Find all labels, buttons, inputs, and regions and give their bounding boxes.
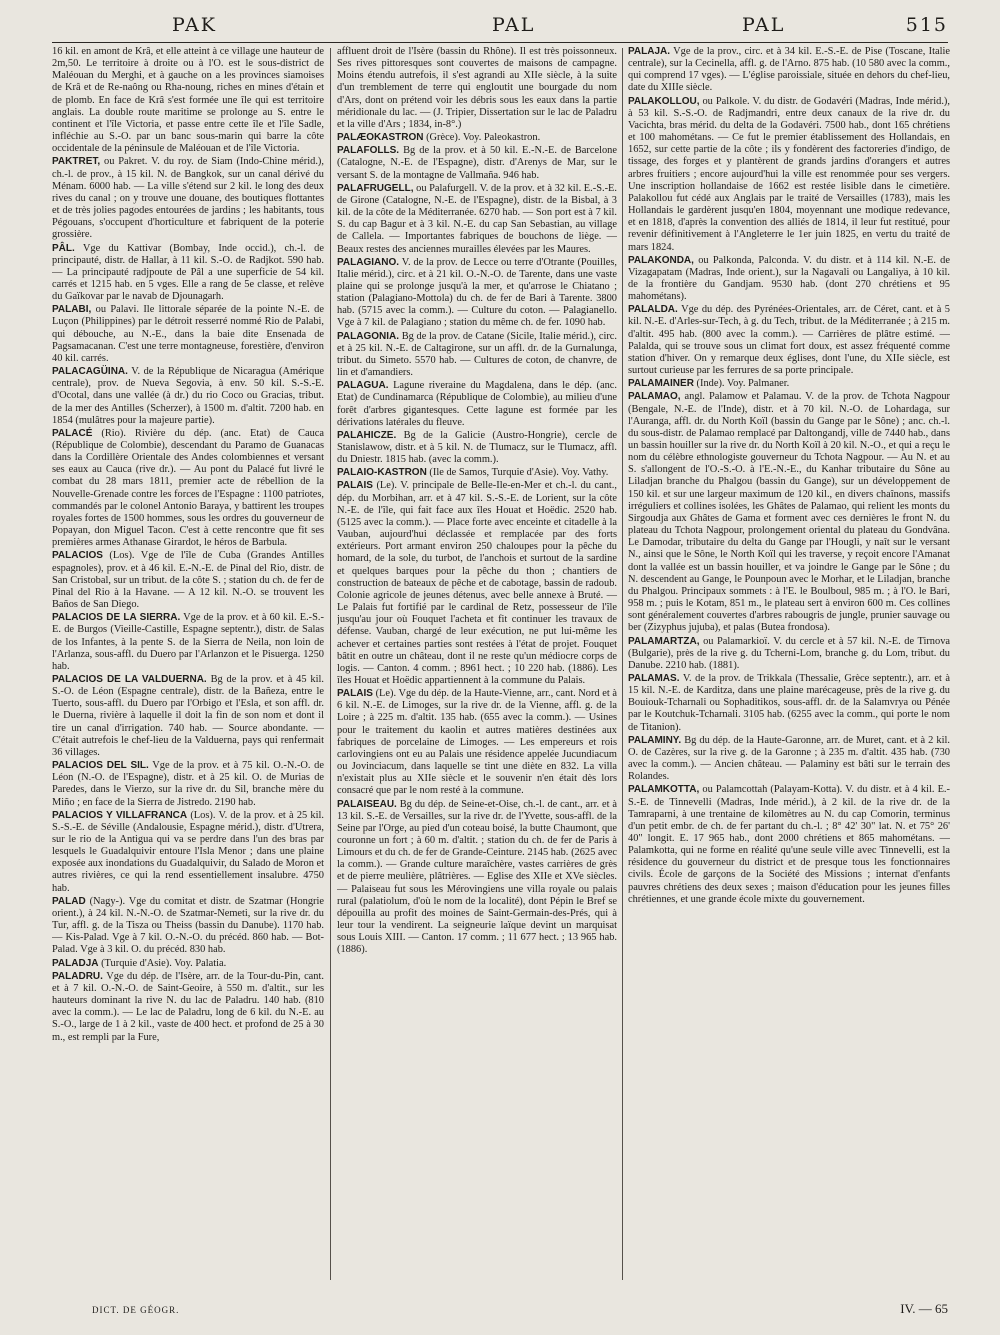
entry-text: ou Palkonda, Palconda. V. du distr. et à 114 kil. N.-E. de Vizagapatam (Madras, Inde orient.), sur la Nagavali ou Langaliya, à 10 kil. de la frontière du Gandjam. 9530 hab. (dont 270 chrétiens et 95 mahométans). <box>628 254 950 303</box>
entry-headword: PALAMAINER <box>628 378 694 390</box>
entry-headword: PALAKONDA, <box>628 254 694 266</box>
entry-text: V. de la prov. de Lecce ou terre d'Otrante (Pouilles, Italie mérid.), circ. et à 21 kil. O.-N.-O. de Tarente, dans une vaste plaine qui se prolonge jusqu'à la mer, et qu'arrose le Chiatano ; station (Palagiano-Mottola) du ch. de fer de Bari à Tarente. 3800 hab. (5715 avec la comm.). — Culture du coton. — Palagianello. Vge à 7 kil. de Palagiano ; station du même ch. de fer. 1090 hab. <box>337 256 617 329</box>
column-1 <box>52 46 324 1286</box>
dictionary-entry <box>337 257 617 330</box>
entry-text: (Nagy-). Vge du comitat et distr. de Szatmar (Hongrie orient.), à 24 kil. N.-N.-O. de Szatmar-Nemeti, sur la rive dr. du Tur, affl. g. de la Tisza ou Theiss (bassin du Danube). 1170 hab. — Kis-Palad. Vge à 7 kil. O.-N.-O. du précéd. 860 hab. — Bot-Palad. Vge à 3 kil. O. du précéd. 830 hab. <box>52 895 324 956</box>
entry-text: (Le). V. principale de Belle-Ile-en-Mer et ch.-l. du cant., dép. du Morbihan, arr. et à 47 kil. S.-S.-E. de Lorient, sur la côte N.-E. de l'île, qui fait face aux îles Houat et Hoëdic. 2520 hab. (5125 avec la comm.). — Place forte avec enceinte et citadelle à la Vauban, aujourd'hui déclassée et remplacée par des forts extérieurs. Port armant environ 250 chaloupes pour la pêche du homard, de la sole, du turbot, de l'anchois et surtout de la sardine et quelques barques pour la pêche du thon ; chantiers de construction de bateaux de pêche et de cabotage, bassin de radoub. Colonie agricole de jeunes détenus, avec belle annexe à Bruté. — Le Palais fut fortifié par le cardinal de Retz, possesseur de l'île jusqu'au jour où Fouquet l'acheta et fit continuer les travaux de défense. Vauban, chargé de leur exécution, ne put lui-même les achever et certaines parties sont restées à l'état de projet. Fouquet bâtit en outre un château, dont il ne reste qu'un médiocre corps de logis. — Canton. 4 comm. ; 8961 hect. ; 10 220 hab. (1886). Les îles Houat et Hoëdic appartiennent à la commune du Palais. <box>337 480 617 686</box>
entry-text: Bg du dép. de la Haute-Garonne, arr. de Muret, cant. et à 2 kil. O. de Cazères, sur la rive g. de la Garonne ; à 235 m. d'altit. 435 hab. (730 avec la comm.). — Ancien château. — Palaminy est bâti sur le terrain des Rolandes. <box>628 734 950 783</box>
entry-headword: PALAHICZE. <box>337 429 397 441</box>
footer-sheet-number: IV. — 65 <box>900 1301 948 1316</box>
entry-headword: PALACIOS Y VILLAFRANCA <box>52 809 188 821</box>
entry-headword: PALAMINY. <box>628 734 682 746</box>
entry-headword: PALAMKOTTA, <box>628 784 700 796</box>
dictionary-entry <box>628 735 950 784</box>
entry-headword: PAKTRET, <box>52 156 101 168</box>
dictionary-entry <box>337 132 617 144</box>
entry-text: ou Pakret. V. du roy. de Siam (Indo-Chine mérid.), ch.-l. de prov., à 15 kil. N. de Bangkok, sur un canal dérivé du Ménam. 6000 hab. — La ville s'étend sur 2 kil. le long des deux rives du canal ; on y trouve une douane, des boutiques flottantes et de très jolies pagodes entourées de jardins ; les habitants, tous Pégouans, s'occupent d'horticulture et fabriquent de la poterie grossière. <box>52 156 324 241</box>
entry-text: ou Palkole. V. du distr. de Godavéri (Madras, Inde mérid.), à 53 kil. S.-S.-O. de Radjmandri, entre deux canaux de la rive dr. du Vacichta, bras mérid. du delta de la Godavéri. 7500 hab., dont 165 chrétiens et 100 mahométans. — Ce fut le premier établissement des Hollandais, en 1652, sur cette partie de la côte ; ils y fondèrent des factoreries d'indigo, de tissage, des forges et y plantèrent de grands jardins d'orangers et autres arbres fruitiers ; encore aujourd'hui la ville est renommée pour ses vergers. Une inscription hollandaise de 1662 est restée lisible dans le cimetière. Palakollou fut cédé aux Anglais par le traité de Versailles (1783), mais les Hollandais le gardèrent jusqu'en 1804, moyennant une modique redevance, et en 1818, d'après la convention des alliés de 1814, il leur fut restitué, pour revenir définitivement à l'Angleterre le 1er juin 1825, en vertu du traité de mars 1824. <box>628 95 950 253</box>
entry-headword: PALAISEAU. <box>337 798 397 810</box>
column-3 <box>628 46 950 1286</box>
entry-headword: PÂL. <box>52 242 75 254</box>
entry-text: ou Palamarkioï. V. du cercle et à 57 kil. N.-E. de Tirnova (Bulgarie), près de la rive g. du Tcherni-Lom, branche g. du Lom, tribut. du Danube. 2210 hab. (1881). <box>628 635 950 671</box>
dictionary-entry <box>337 430 617 466</box>
entry-text: ou Palamcottah (Palayam-Kotta). V. du distr. et à 4 kil. E.-S.-E. de Tinnevelli (Madras, Inde mérid.), à 2 kil. de la rive dr. de la Tamraparni, à une trentaine de kilomètres au N. du cap Comorin, terminus d'un petit embr. de ch. de fer partant du ch.-l. ; 8° 42' 30" lat. N. et 75° 26' 40" longit. E. 17 965 hab., dont 2000 chrétiens et 865 mahométans. — Palamkotta, qui ne forme en réalité qu'une seule ville avec Tinnevelli, est la résidence du gouverneur du district et de presque tous les fonctionnaires civils. École de garçons de la Société des Missions ; internat d'enfants pauvres chrétiens des deux sexes ; maison d'éducation pour les jeunes filles chrétiennes, et une grande école mixte du gouvernement. <box>628 784 950 905</box>
entry-text: V. de la République de Nicaragua (Amérique centrale), prov. de Nueva Segovia, à env. 50 kil. S.-S.-E. d'Ocotal, dans une vallée (à dr.) du rio Coco ou Gracias, tribut. de la mer des Antilles (Scherzer), à 1500 m. d'altit. 7200 hab. en 1854 (mulâtres pour la majeure partie). <box>52 366 324 426</box>
page-footer <box>52 1301 948 1321</box>
entry-headword: PALAD <box>52 895 86 907</box>
entry-text: (Grèce). Voy. Paleokastron. <box>426 132 541 144</box>
entry-text: ou Palavi. Ile littorale séparée de la pointe N.-E. de Luçon (Philippines) par le détroit resserré nommé Rio de Palabi, qui débouche, au N.-E., dans la baie dite Ensenada de Pagsamacanan. C'est une terre montagneuse, forestière, d'environ 40 kil. carrés. <box>52 304 324 364</box>
page-number: 515 <box>905 14 948 36</box>
entry-headword: PALAFRUGELL, <box>337 182 414 194</box>
entry-headword: PALAIS <box>337 480 373 492</box>
entry-text: Bg de la prov. et à 50 kil. E.-N.-E. de Barcelone (Catalogne, N.-E. de l'Espagne), distr. d'Arenys de Mar, sur le versant S. de la montagne de Vallmaña. 946 hab. <box>337 145 617 181</box>
entry-headword: PALADRU. <box>52 970 103 982</box>
entry-text: (Inde). Voy. Palmaner. <box>696 378 790 390</box>
column-2 <box>337 46 617 1286</box>
dictionary-entry <box>628 255 950 304</box>
entry-headword: PALAIS <box>337 688 373 700</box>
dictionary-entry <box>628 46 950 95</box>
entry-text: Vge du Kattivar (Bombay, Inde occid.), ch.-l. de principauté, distr. de Hallar, à 11 kil. S.-O. de Radjkot. 590 hab. — La principauté radjpoute de Pâl a une superficie de 54 kil. carrés et 1215 hab. en 5 vges. Elle a rang de 5e classe, et relève du Gaïkovar par le navab de Djounagarh. <box>52 242 324 303</box>
dictionary-entry <box>52 304 324 365</box>
dictionary-entry <box>52 550 324 611</box>
entry-text: Bg de la Galicie (Austro-Hongrie), cercle de Stanislawow, distr. et à 5 kil. N. de Tlumacz, sur le Tlumacz, affl. du Dniestr. 1815 hab. (avec la comm.). <box>337 429 617 466</box>
dictionary-entry <box>337 467 617 479</box>
dictionary-entry <box>337 480 617 687</box>
entry-headword: PALACIOS <box>52 550 103 562</box>
dictionary-entry <box>628 784 950 906</box>
running-head-left: PAK <box>172 14 217 36</box>
entry-text: Lagune riveraine du Magdalena, dans le dép. (anc. Etat) de Cundinamarca (République de Colombie), au milieu d'une forêt d'arbres gigantesques. Cette lagune est formée par les dérivations latérales du fleuve. <box>337 380 617 428</box>
entry-headword: PALAGONIA. <box>337 330 400 342</box>
entry-headword: PALÆOKASTRON <box>337 132 424 144</box>
dictionary-entry <box>337 688 617 797</box>
running-head-right: PAL <box>742 14 786 36</box>
entry-headword: PALAKOLLOU, <box>628 95 700 107</box>
entry-headword: PALACIOS DE LA VALDUERNA. <box>52 673 207 685</box>
entry-text: (Ile de Samos, Turquie d'Asie). Voy. Vathy. <box>429 467 609 479</box>
entry-headword: PALACAGÜINA. <box>52 366 128 378</box>
dictionary-entry <box>337 380 617 429</box>
dictionary-entry <box>52 243 324 304</box>
entry-headword: PALAMAS. <box>628 672 680 684</box>
dictionary-entry <box>52 896 324 957</box>
dictionary-entry <box>337 145 617 181</box>
entry-headword: PALAFOLLS. <box>337 145 400 157</box>
dictionary-entry <box>52 156 324 241</box>
entry-text: affluent droit de l'Isère (bassin du Rhône). Il est très poissonneux. Ses rives pittoresques sont couvertes de maisons de campagne. Moins étendu autrefois, il s'est agrandi au XIIe siècle, à la suite d'un tremblement de terre qui engloutit une bourgade du nom d'Ars, dont on prétend voir les débris sous les eaux dans la partie méridionale du lac. — (J. Tripier, Dissertation sur le lac de Paladru et la ville d'Ars ; 1834, in-8°.) <box>337 46 617 130</box>
entry-headword: PALALDA. <box>628 304 678 316</box>
entry-text: (Rio). Rivière du dép. (anc. Etat) de Cauca (République de Colombie), descendant du Paramo de Guanacas dans la Cordillère Orientale des Andes colombiennes et versant ses eaux au Cauca (rive dr.). — Au pont du Palacé fut livré le combat du 28 mars 1811, premier acte de rébellion de la Nouvelle-Grenade contre les forces de l'Espagne : 1100 patriotes, commandés par le colonel Antonio Baraya, y battirent les troupes royales fortes de 1500 hommes, sous les ordres du gouverneur de Popayan, don Miguel Tacon. C'est à cette rencontre que fit ses premières armes Athanase Girardot, le héros de Barbula. <box>52 427 324 549</box>
entry-text: Bg de la prov. de Catane (Sicile, Italie mérid.), circ. et à 25 kil. N.-E. de Caltagirone, sur un affl. dr. de la Gurnalunga, tribut. du Simeto. 5570 hab. — Cultures de coton, de chanvre, de lin et d'amandiers. <box>337 330 617 379</box>
entry-text: Bg de la prov. et à 45 kil. S.-O. de Léon (Espagne centrale), distr. de la Bañeza, entre le Tuerto, sous-affl. du Duero par l'Orbigo et l'Esla, et son affl. dr. le Duerna, rivière à laquelle il doit la fin de son nom et dont il tire un canal d'irrigation. 740 hab. — Source abondante. — C'était autrefois le chef-lieu de la Valduerna, pays qui renfermait 36 villages. <box>52 673 324 758</box>
entry-text: (Le). Vge du dép. de la Haute-Vienne, arr., cant. Nord et à 6 kil. N.-E. de Limoges, sur la rive dr. de la Vienne, affl. g. de la Loire ; à 225 m. d'altit. 135 hab. (655 avec la comm.). — Usines pour le traitement du kaolin et autres matières destinées aux fabriques de porcelaine de Limoges. — Les empereurs et rois carlovingiens ont eu au Palais une résidence appelée Jucundiacum ou Jovinciacum, dans laquelle se tint une diète en 832. La villa n'existait plus au XIIe siècle et le souvenir n'en était dès lors consacré que par le nom resté à la commune. <box>337 688 617 797</box>
dictionary-entry <box>52 428 324 550</box>
dictionary-entry <box>628 378 950 390</box>
entry-text: (Turquie d'Asie). Voy. Palatia. <box>101 957 227 969</box>
dictionary-entry <box>628 391 950 634</box>
entry-headword: PALAGUA. <box>337 380 389 392</box>
entry-headword: PALAGIANO. <box>337 256 400 268</box>
running-head-center: PAL <box>492 14 536 36</box>
dictionary-entry <box>337 183 617 256</box>
dictionary-entry <box>337 799 617 957</box>
entry-headword: PALADJA <box>52 957 99 969</box>
running-head <box>52 14 948 40</box>
dictionary-entry <box>52 810 324 895</box>
entry-headword: PALACIOS DE LA SIERRA. <box>52 612 181 624</box>
footer-signature: DICT. DE GÉOGR. <box>92 1305 180 1315</box>
entry-text: Vge de la prov. et à 75 kil. O.-N.-O. de Léon (N.-O. de l'Espagne), distr. et à 25 kil. O. de Murias de Paredes, dans le Vierzo, sur la rive dr. du Sil, branche mère du Miño ; en face de la Sierra de Jistredo. 2190 hab. <box>52 760 324 808</box>
entry-text: 16 kil. en amont de Krâ, et elle atteint à ce village une hauteur de 2m,50. Le territoire à droite ou à l'O. est le sous-district de Maléouan du Merghi, et à gauche on a les provinces siamoises de Krâ et de Re-naông ou Rha-noung, riches en mines d'étain et de plomb. En face de Krâ s'est formée une île qui est territoire anglais. La double route maritime se prolonge au S. entre le continent et l'île Victoria, et passe entre cette île et l'île Sadle, infléchie au S.-O. par un banc sous-marin qui barre la côte occidentale de la péninsule de Maléouan et de l'île Victoria. <box>52 46 324 155</box>
dictionary-entry <box>52 366 324 427</box>
entry-headword: PALAIO-KASTRON <box>337 467 427 479</box>
column-divider-1 <box>330 48 331 1280</box>
entry-text: angl. Palamow et Palamau. V. de la prov. de Tchota Nagpour (Bengale, N.-E. de l'Inde), distr. et à 70 kil. N.-O. de Lohardaga, sur l'Auranga, affl. dr. du North Koïl (bassin du Gange par le Sône) ; anc. ch.-l. du sous-distr. de Palamao remplacé par Daltongandj, ville de 7440 hab., dans un bassin houiller sur la rive dr. du North Koïl à 20 kil. N.-O., et qui a reçu le nom du célèbre ethnologiste gouverneur du Tchota Nagpour. — Au N. et au S. s'allongent de l'O.-S.-O. à l'E.-N.-E., du Kanhar tributaire du Sône au Liladjan branche du Phalgou (bassin du Gange), sur un développement de 150 kil. et sur une largeur maximum de 120 kil., en divers chaînons, massifs irréguliers et collines isolées, les Ghâtes de Palamao, qui relient les monts du Sirgoudja aux Ghâtes de Gama et forment avec ces dernières le front N. du plateau du Tchota Nagpour, prolongement oriental du plateau du Gondvâna. Le Damodar, tributaire du delta du Gange par l'Hougli, y naît sur le versant N., ainsi que le Sône, le North Koïl qui les traverse, y reçoit encore l'Amanat dont la vallée est un bassin houiller, et va joindre le Gange par le Sône ; du N. descendent au Gange, le Pounpoun avec le Morhar, et le Liladjan, branche du Phalgou. Principaux sommets : à l'E. le Boulboul, 985 m. ; à l'O. le Bari, 958 m. ; puis le Kotam, 851 m., le plateau sert à environ 600 m. Ces collines sont généralement couvertes d'arbres rabougris de jungle, prunier sauvage ou ber (Zizyphus jujuba), et palas (Butea frondosa). <box>628 391 950 634</box>
header-rule <box>52 42 948 43</box>
dictionary-entry <box>337 331 617 380</box>
entry-headword: PALAMAO, <box>628 391 681 403</box>
dictionary-entry <box>52 760 324 809</box>
entry-text: Vge de la prov. et à 60 kil. E.-S.-E. de Burgos (Vieille-Castille, Espagne septentr.), distr. de Salas de los Infantes, à la pente S. de la Sierra de Neila, non loin de l'Arlanza, sous-affl. du Duero par l'Arlanzon et le Pisuerga. 1250 hab. <box>52 612 324 672</box>
dictionary-entry <box>628 636 950 672</box>
dictionary-entry <box>52 674 324 759</box>
dictionary-entry <box>52 46 324 155</box>
entry-headword: PALACIOS DEL SIL. <box>52 760 149 772</box>
column-divider-2 <box>622 48 623 1280</box>
entry-text: Vge de la prov., circ. et à 34 kil. E.-S.-E. de Pise (Toscane, Italie centrale), sur la Cecinella, affl. g. de l'Arno. 875 hab. (10 580 avec la comm., qui comprend 17 vges). — L'église paroissiale, située en dehors du chef-lieu, date du XIIIe siècle. <box>628 46 950 94</box>
dictionary-entry <box>52 958 324 970</box>
dictionary-entry <box>628 673 950 734</box>
entry-headword: PALAMARTZA, <box>628 635 700 647</box>
dictionary-entry <box>628 96 950 254</box>
entry-text: (Los). Vge de l'île de Cuba (Grandes Antilles espagnoles), prov. et à 46 kil. E.-N.-E. de Pinal del Rio, distr. de San Cristobal, sur un tribut. de la côte S. ; station du ch. de fer de Pinal del Rio à la Havane. — A 12 kil. N.-O. se trouvent les Baños de San Diego. <box>52 550 324 611</box>
dictionary-entry <box>52 612 324 673</box>
entry-text: Vge du dép. de l'Isère, arr. de la Tour-du-Pin, cant. et à 7 kil. O.-N.-O. de Saint-Geoire, à 550 m. d'altit., sur les hauteurs dominant la rive N. du lac de Paladru. 140 hab. (810 avec la comm.). — Le lac de Paladru, long de 6 kil. du N.-E. au S.-O., large de 1 à 2 kil., vaste de 400 hect. et profond de 25 à 30 m., est rempli par la Fure, <box>52 970 324 1043</box>
entry-headword: PALAJA. <box>628 46 671 57</box>
entry-headword: PALACÉ <box>52 427 93 439</box>
dictionary-entry <box>337 46 617 131</box>
dictionary-entry <box>52 971 324 1044</box>
entry-text: ou Palafurgell. V. de la prov. et à 32 kil. E.-S.-E. de Girone (Catalogne, N.-E. de l'Espagne), distr. de la Bisbal, à 3 kil. de la côte de la Méditerranée. 6270 hab. — Son port est à 7 kil. S. du cap Bagur et à 3 kil. N.-E. du cap San Sebastian, au village de Callela. — Importantes fabriques de bouchons de liège. — Beaux restes des anciennes murailles élevées par les Maures. <box>337 182 617 255</box>
entry-headword: PALABI, <box>52 304 92 316</box>
entry-text: V. de la prov. de Trikkala (Thessalie, Grèce septentr.), arr. et à 15 kil. N.-E. de Karditza, dans une plaine marécageuse, près de la rive g. du Bouiouk-Tcharnali ou Sophaditikos, sous-affl. dr. de la Salamvrya ou Pénée par le Koutchuk-Tcharnali. 3105 hab. (6255 avec la comm., qui porte le nom de Titanion). <box>628 672 950 733</box>
entry-text: Vge du dép. des Pyrénées-Orientales, arr. de Céret, cant. et à 5 kil. N.-E. d'Arles-sur-Tech, à g. du Tech, tribut. de la Méditerranée ; à 215 m. d'altit. 495 hab. (800 avec la comm.). — Carrières de plâtre estimé. — Palalda, qui se trouve sous un climat fort doux, est assez fréquenté comme station d'hiver. On y remarque deux églises, dont l'une, du XIIe siècle, est surtout curieuse par les ferrures de sa porte principale. <box>628 304 950 377</box>
entry-text: Bg du dép. de Seine-et-Oise, ch.-l. de cant., arr. et à 13 kil. S.-E. de Versailles, sur la rive dr. de l'Yvette, sous-affl. de la Seine par l'Orge, au pied d'un coteau boisé, la butte Chaumont, que couronne un fort ; à 60 m. d'altit. ; station du ch. de fer de Paris à Limours et du ch. de fer de Grande-Ceinture. 2145 hab. (2625 avec la comm.). — Grande culture maraîchère, vastes carrières de grès et de pierre meulière, plâtrières. — Eglise des XIIe et XVe siècles. — Palaiseau fut sous les Mérovingiens une villa royale ou palais rural (palatiolum, d'où le nom de la localité), dont Pépin le Bref se dépouilla au profit des moines de Saint-Germain-des-Prés, qui à leur tour la vendirent. La seigneurie laïque devint un marquisat sous Louis XIII. — Canton. 17 comm. ; 11 677 hect. ; 13 965 hab. (1886). <box>337 798 617 956</box>
dictionary-entry <box>628 304 950 377</box>
entry-text: (Los). V. de la prov. et à 25 kil. S.-S.-E. de Séville (Andalousie, Espagne mérid.), distr. d'Utrera, sur le rio de la Antigua qui va se perdre dans l'un des bras par lesquels le Guadalquivir entoure l'Isla Menor ; dans une plaine exposée aux inondations du Guadalquivir, du Salado de Moron et autres rivières, ce qui la rend essentiellement insalubre. 4750 hab. <box>52 809 324 894</box>
